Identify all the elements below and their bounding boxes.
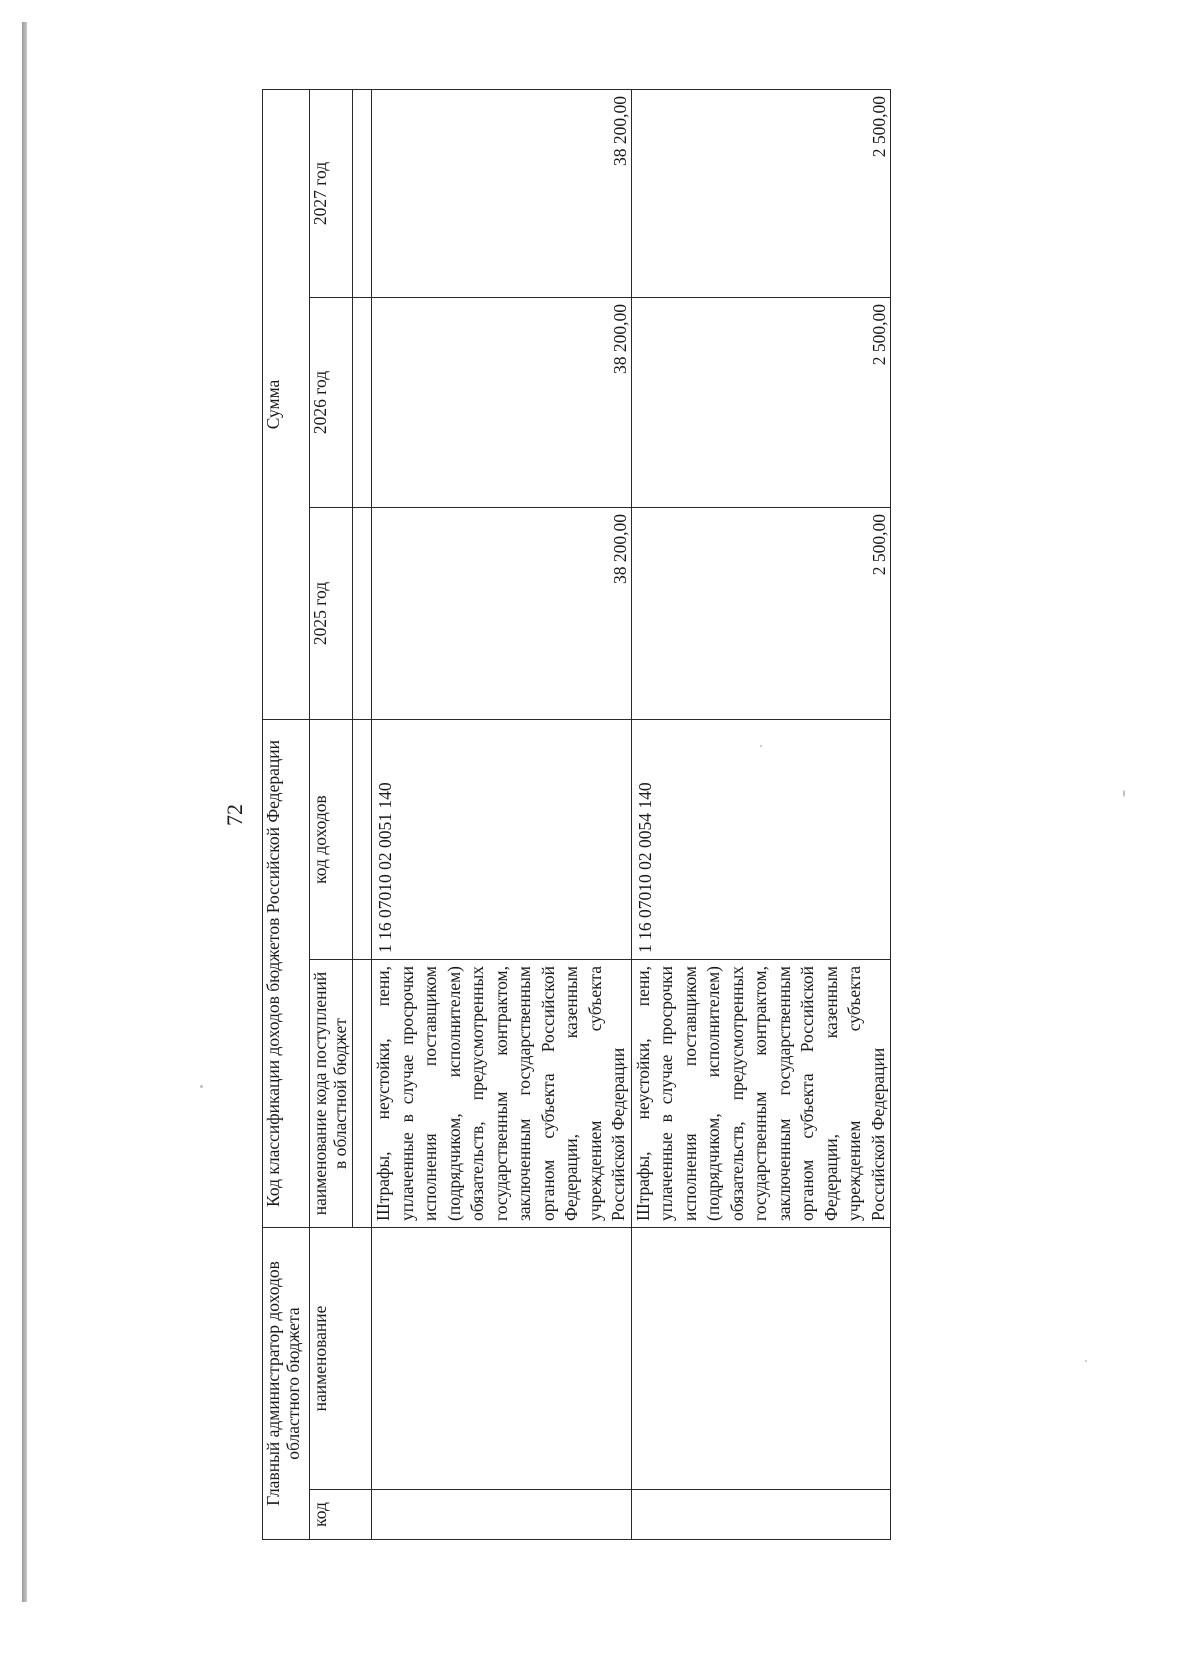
amount-2025-cell	[372, 508, 632, 720]
page-number: 72	[222, 804, 247, 826]
header-spacer	[353, 508, 372, 720]
table-row	[372, 89, 632, 1539]
amount-2027-cell	[631, 89, 891, 297]
admin-name-cell	[631, 1228, 891, 1490]
table-row	[631, 89, 891, 1539]
scan-edge-artifact	[22, 22, 27, 1602]
amount-2027-cell	[372, 89, 632, 297]
scan-speck	[200, 1085, 203, 1088]
income-name-cell: Штрафы, неустойки, пени, уплаченные в случае просрочки исполнения поставщиком (подрядчиком, исполнителем) обязательств, предусмотренных государственным контрактом, заключенным государственным органом субъекта Российской Федерации, казенным учреждением субъекта Российской Федерации	[631, 960, 891, 1228]
scan-speck	[1123, 790, 1125, 797]
amount-2027: 2 500,00	[869, 95, 889, 158]
header-spacer	[353, 960, 372, 1228]
admin-code-cell	[631, 1490, 891, 1540]
header-admin-name: наименование	[310, 1228, 372, 1490]
header-year-2026: 2026 год	[310, 298, 353, 508]
header-sum-group: Сумма	[263, 89, 310, 719]
income-code-cell: 1 16 07010 02 0051 140	[372, 720, 632, 960]
header-spacer	[353, 720, 372, 960]
header-admin-group: Главный администратор доходов областного бюджета	[263, 1228, 310, 1540]
amount-2026: 2 500,00	[869, 304, 889, 366]
header-income-name: наименование кода поступлений в областной бюджет	[310, 960, 353, 1228]
amount-2025: 2 500,00	[869, 514, 889, 576]
admin-name-cell	[372, 1228, 632, 1490]
header-income-code: код доходов	[310, 720, 353, 960]
header-year-2027: 2027 год	[310, 89, 353, 297]
rotated-page	[222, 90, 1122, 1540]
amount-2027: 38 200,00	[609, 95, 630, 166]
amount-2026-cell	[631, 298, 891, 508]
income-name-cell: Штрафы, неустойки, пени, уплаченные в случае просрочки исполнения поставщиком (подрядчиком, исполнителем) обязательств, предусмотренных государственным контрактом, заключенным государственным органом субъекта Российской Федерации, казенным учреждением субъекта Российской Федерации	[372, 960, 632, 1228]
amount-2025: 38 200,00	[609, 514, 630, 584]
income-code-cell: 1 16 07010 02 0054 140	[631, 720, 891, 960]
header-spacer	[353, 298, 372, 508]
amount-2026: 38 200,00	[609, 304, 630, 374]
amount-2026-cell	[372, 298, 632, 508]
header-classification-group: Код классификации доходов бюджетов Российской Федерации	[263, 720, 310, 1228]
income-table	[262, 89, 891, 1540]
header-year-2025: 2025 год	[310, 508, 353, 720]
amount-2025-cell	[631, 508, 891, 720]
header-spacer	[353, 89, 372, 297]
header-admin-code: код	[310, 1490, 372, 1540]
admin-code-cell	[372, 1490, 632, 1540]
